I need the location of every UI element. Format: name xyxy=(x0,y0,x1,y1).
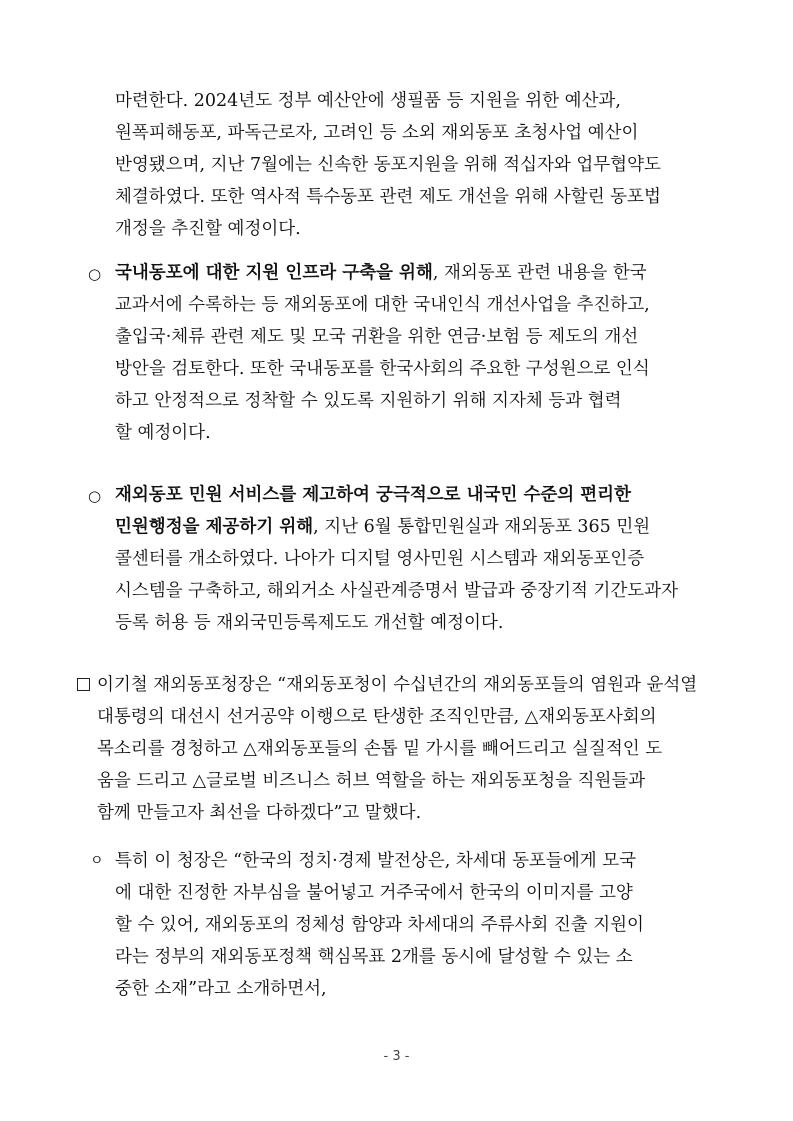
text-line: 출입국·체류 관련 제도 및 모국 귀환을 위한 연금·보험 등 제도의 개선 xyxy=(115,327,639,347)
bold-heading: 민원행정을 제공하기 위해 xyxy=(115,517,314,537)
bold-heading: 재외동포 민원 서비스를 제고하여 궁극적으로 내국민 수준의 편리한 xyxy=(115,485,631,505)
page-number: - 3 - xyxy=(383,1049,410,1064)
text-line: 체결하였다. 또한 역사적 특수동포 관련 제도 개선을 위해 사할린 동포법 xyxy=(115,187,661,207)
text-line: 시스템을 구축하고, 해외거소 사실관계증명서 발급과 중장기적 기간도과자 xyxy=(115,581,678,601)
bold-heading: 국내동포에 대한 지원 인프라 구축을 위해 xyxy=(115,263,433,283)
text-line: 움을 드리고 △글로벌 비즈니스 허브 역할을 하는 재외동포청을 직원들과 xyxy=(97,771,646,791)
text-line: 에 대한 진정한 자부심을 불어넣고 거주국에서 한국의 이미지를 고양 xyxy=(115,883,633,903)
small-circle-bullet: ㅇ xyxy=(90,853,104,869)
text-line: 중한 소재”라고 소개하면서, xyxy=(115,979,327,999)
text-line: 방안을 검토한다. 또한 국내동포를 한국사회의 주요한 구성원으로 인식 xyxy=(115,359,650,379)
text-line: 마련한다. 2024년도 정부 예산안에 생필품 등 지원을 위한 예산과, xyxy=(115,91,621,111)
circle-bullet: ○ xyxy=(88,487,102,505)
text-line xyxy=(115,516,650,538)
text-line: 개정을 추진할 예정이다. xyxy=(115,219,301,239)
text-line: 하고 안정적으로 정착할 수 있도록 지원하기 위해 지자체 등과 협력 xyxy=(115,391,622,411)
text-line: 할 수 있어, 재외동포의 정체성 함양과 차세대의 주류사회 진출 지원이 xyxy=(115,915,644,935)
text-line: 대통령의 대선시 선거공약 이행으로 탄생한 조직인만큼, △재외동포사회의 xyxy=(97,707,657,727)
text-run: , 재외동포 관련 내용을 한국 xyxy=(432,263,647,283)
text-line: 할 예정이다. xyxy=(115,423,211,443)
text-line: 콜센터를 개소하였다. 나아가 디지털 영사민원 시스템과 재외동포인증 xyxy=(115,549,645,569)
text-line: 함께 만들고자 최선을 다하겠다”고 말했다. xyxy=(97,803,422,823)
text-line: 원폭피해동포, 파독근로자, 고려인 등 소외 재외동포 초청사업 예산이 xyxy=(115,123,639,143)
text-line: 등록 허용 등 재외국민등록제도도 개선할 예정이다. xyxy=(115,613,504,633)
circle-bullet: ○ xyxy=(88,265,102,283)
text-line: 특히 이 청장은 “한국의 정치·경제 발전상은, 차세대 동포들에게 모국 xyxy=(115,851,637,871)
text-run: , 지난 6월 통합민원실과 재외동포 365 민원 xyxy=(313,517,651,537)
text-line: 라는 정부의 재외동포정책 핵심목표 2개를 동시에 달성할 수 있는 소 xyxy=(115,947,633,967)
text-line: 교과서에 수록하는 등 재외동포에 대한 국내인식 개선사업을 추진하고, xyxy=(115,295,650,315)
text-line: 목소리를 경청하고 △재외동포들의 손톱 밑 가시를 빼어드리고 실질적인 도 xyxy=(97,739,663,759)
text-line: 이기철 재외동포청장은 “재외동포청이 수십년간의 재외동포들의 염원과 윤석열 xyxy=(97,675,698,695)
text-line: 반영됐으며, 지난 7월에는 신속한 동포지원을 위해 적십자와 업무협약도 xyxy=(115,155,661,175)
text-line xyxy=(115,262,647,284)
square-bullet-icon xyxy=(77,678,90,691)
